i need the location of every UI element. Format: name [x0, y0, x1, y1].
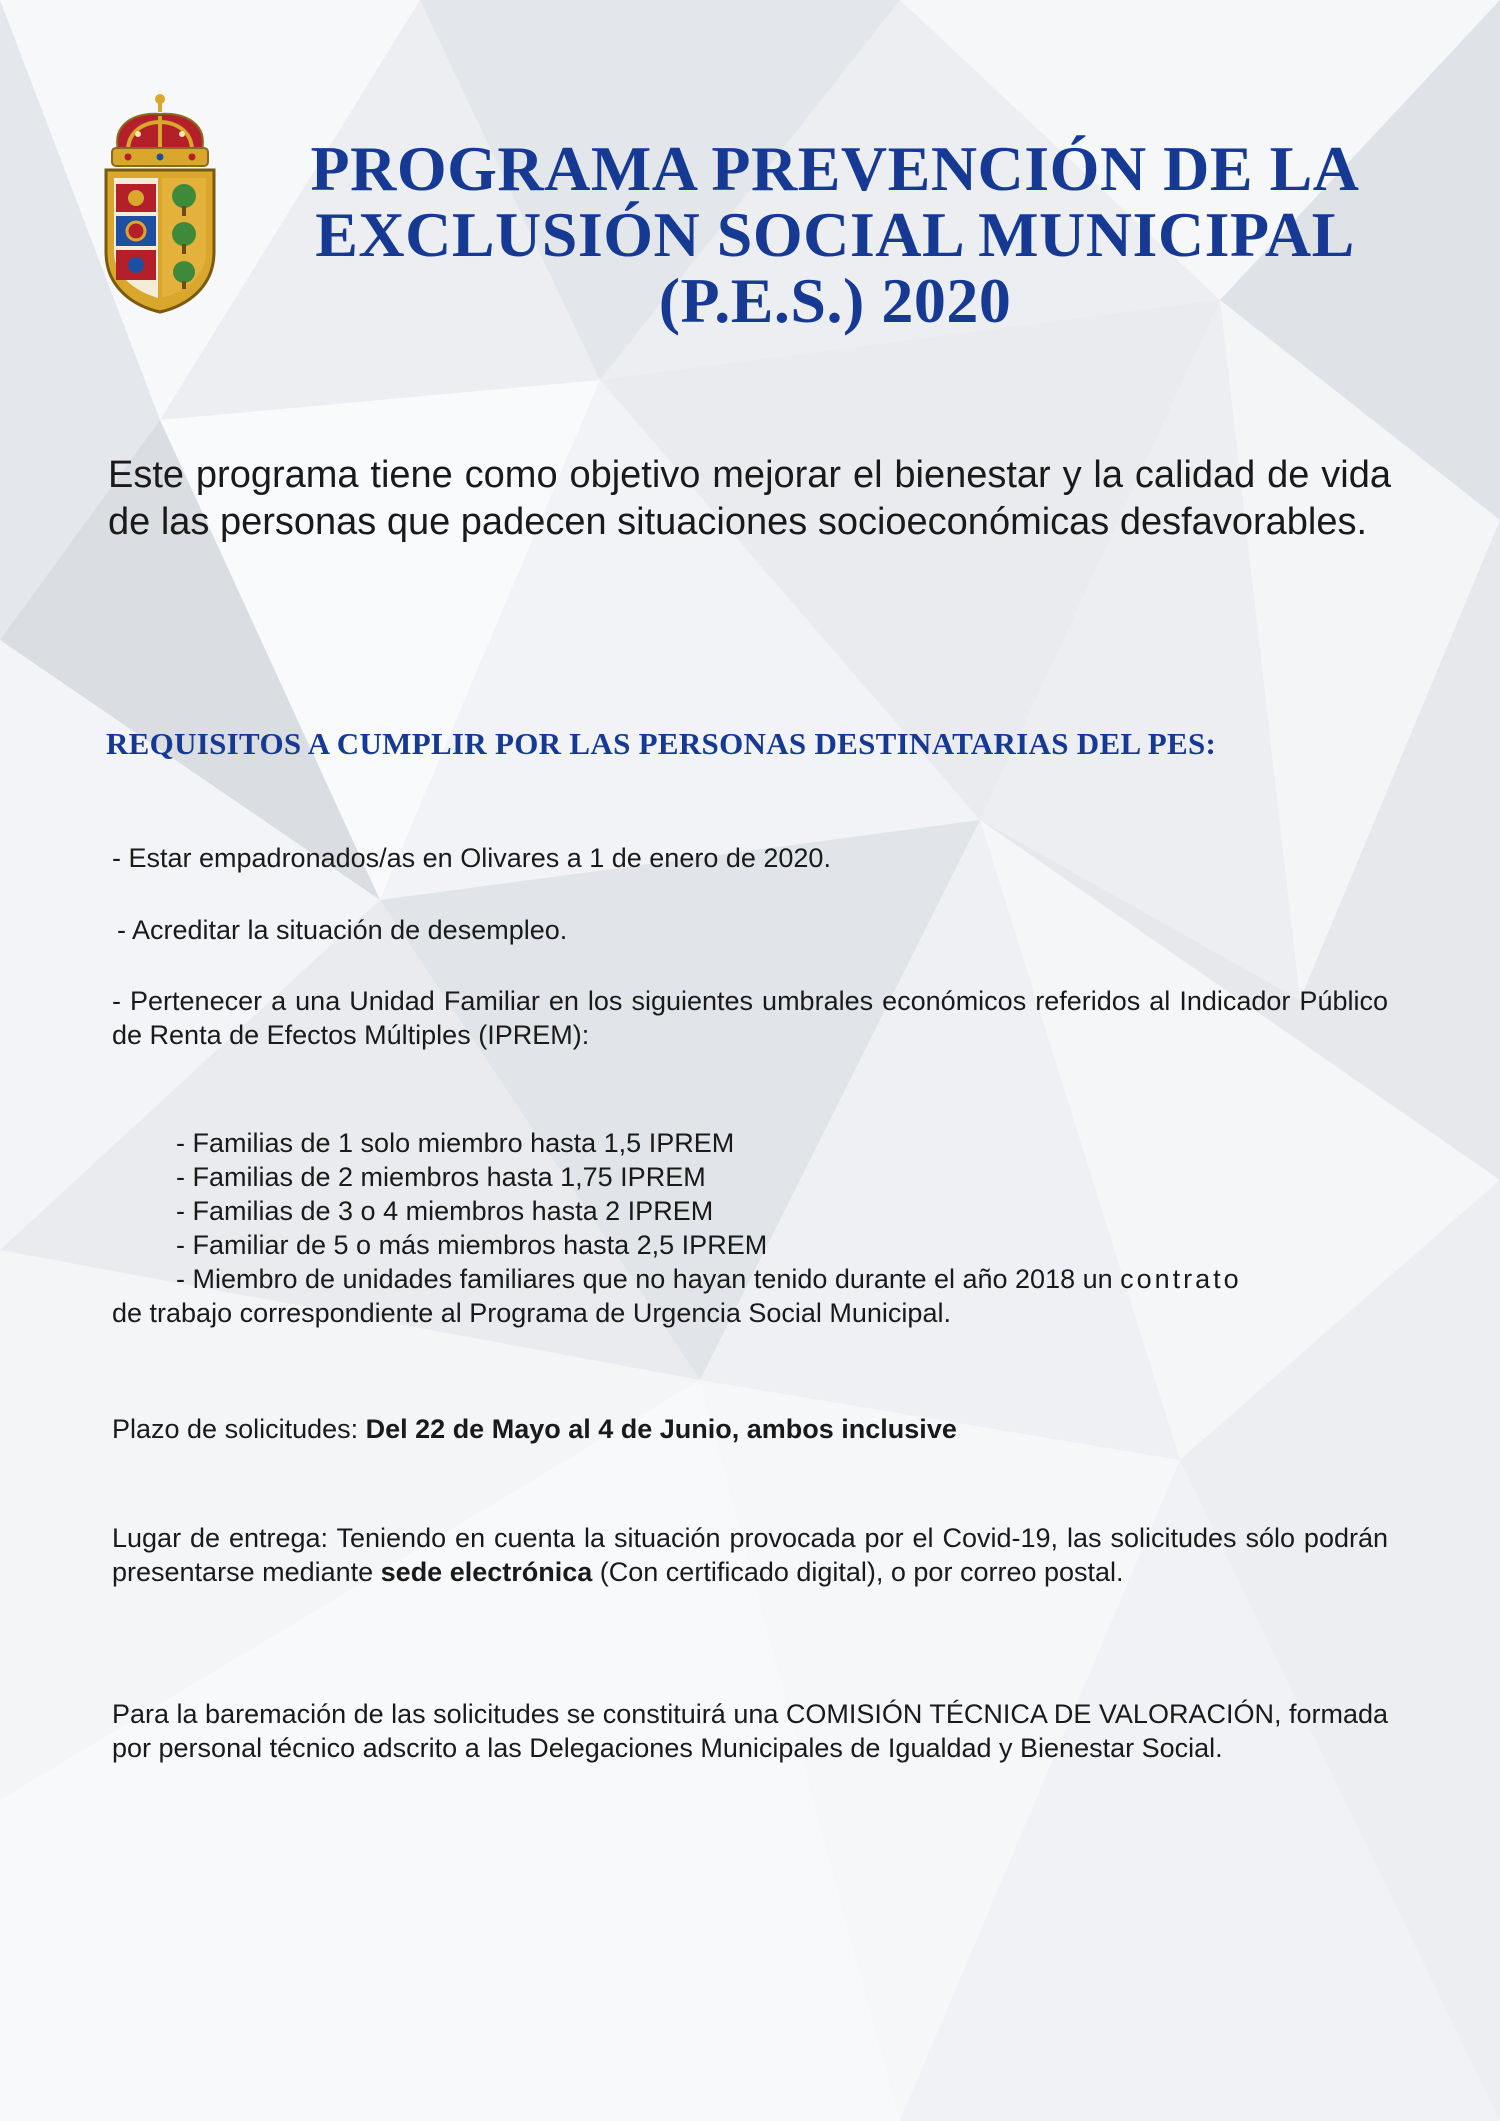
- family-thresholds-list: [112, 1126, 1388, 1330]
- application-period-label: Plazo de solicitudes:: [112, 1414, 366, 1444]
- family-threshold-item: - Familiar de 5 o más miembros hasta 2,5 IPREM: [176, 1230, 768, 1260]
- title-line: EXCLUSIÓN SOCIAL MUNICIPAL: [315, 199, 1355, 270]
- intro-paragraph: Este programa tiene como objetivo mejorar el bienestar y la calidad de vida de las personas que padecen situaciones socioeconómicas desfavorables.: [108, 454, 1391, 543]
- municipal-coat-of-arms-icon: [98, 92, 222, 314]
- application-period: [112, 1412, 957, 1446]
- poster-title: [240, 133, 1430, 336]
- family-last-start: - Miembro de unidades familiares que no hayan tenido durante el año 2018 un: [176, 1264, 1121, 1294]
- family-last-spaced-word: contrato: [1120, 1264, 1242, 1294]
- requirement-item: - Acreditar la situación de desempleo.: [117, 915, 568, 945]
- title-line: PROGRAMA PREVENCIÓN DE LA: [310, 133, 1360, 204]
- application-period-dates: Del 22 de Mayo al 4 de Junio, ambos inclusive: [365, 1414, 957, 1444]
- family-threshold-item: - Familias de 1 solo miembro hasta 1,5 IPREM: [176, 1128, 735, 1158]
- requirements-heading: REQUISITOS A CUMPLIR POR LAS PERSONAS DESTINATARIAS DEL PES:: [106, 726, 1217, 761]
- delivery-location-text-end: (Con certificado digital), o por correo postal.: [592, 1557, 1124, 1587]
- family-threshold-item: - Familias de 2 miembros hasta 1,75 IPREM: [176, 1162, 706, 1192]
- delivery-location-emphasis: sede electrónica: [380, 1557, 593, 1587]
- title-line: (P.E.S.) 2020: [658, 265, 1012, 336]
- family-threshold-item: - Familias de 3 o 4 miembros hasta 2 IPREM: [176, 1196, 714, 1226]
- evaluation-commission-paragraph: Para la baremación de las solicitudes se constituirá una COMISIÓN TÉCNICA DE VALORACIÓN, formada por personal técnico adscrito a las Delegaciones Municipales de Igualdad y Bienestar Social.: [112, 1699, 1389, 1763]
- delivery-location: [112, 1521, 1388, 1589]
- family-last-continuation: de trabajo correspondiente al Programa de Urgencia Social Municipal.: [112, 1298, 951, 1328]
- delivery-location-text: Lugar de entrega: Teniendo en cuenta la situación provocada por el Covid-19, las solicitudes sólo podrán presentarse mediante: [112, 1523, 1388, 1587]
- family-threshold-item-last: [112, 1262, 1388, 1296]
- requirement-item: - Estar empadronados/as en Olivares a 1 de enero de 2020.: [112, 843, 831, 873]
- requirement-item: - Pertenecer a una Unidad Familiar en los siguientes umbrales económicos referidos al Indicador Público de Renta de Efectos Múltiples (IPREM):: [112, 986, 1388, 1050]
